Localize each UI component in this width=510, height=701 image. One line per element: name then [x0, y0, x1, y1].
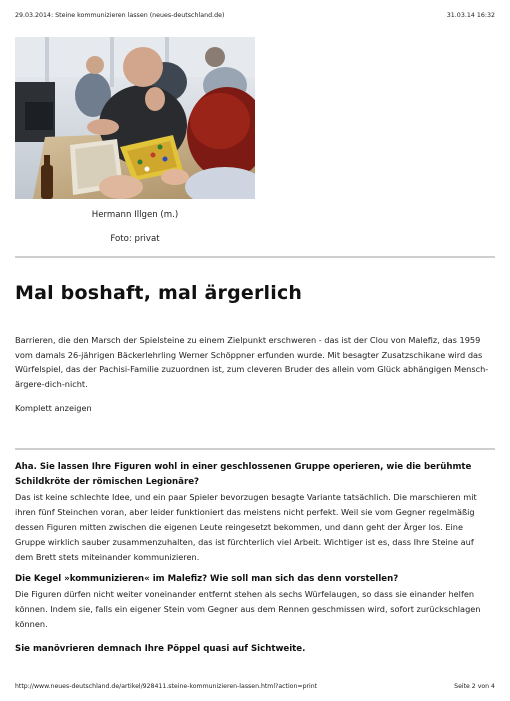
interview-answer: Die Figuren dürfen nicht weiter voneinander entfernt stehen als sechs Würfelaugen, so dass sie einander helfen können. Indem sie, falls ein eigener Stein vom Gegner aus dem Rennen geschmissen wird, sofort zurückschlagen können.	[15, 589, 481, 629]
interview-question: Die Kegel »kommunizieren« im Malefiz? Wie soll man sich das denn vorstellen?	[15, 574, 399, 584]
divider	[15, 448, 495, 450]
article-title: Mal boshaft, mal ärgerlich	[15, 282, 303, 304]
show-full-link[interactable]: Komplett anzeigen	[15, 403, 92, 413]
print-header-datetime: 31.03.14 16:32	[446, 12, 495, 19]
interview-question: Aha. Sie lassen Ihre Figuren wohl in einer geschlossenen Gruppe operieren, wie die berühmte Schildkröte der römischen Legionäre?	[15, 462, 472, 487]
article-photo	[15, 37, 255, 199]
print-header-title: 29.03.2014: Steine kommunizieren lassen (neues-deutschland.de)	[15, 12, 225, 19]
print-footer-url: http://www.neues-deutschland.de/artikel/928411.steine-kommunizieren-lassen.html?action=print	[15, 683, 318, 690]
interview-answer: Das ist keine schlechte Idee, und ein paar Spieler bevorzugen besagte Variante tatsächlich. Die marschieren mit ihren fünf Steinchen voran, aber leider funktioniert das meistens nicht perfekt. Weil sie vom Gegner regelmäßig dessen Figuren mitten zwischen die eigenen Leute reingesetzt bekommen, und dann geht der Ärger los. Eine Gruppe wirklich sauber zusammenzuhalten, das ist fürchterlich viel Arbeit. Wichtiger ist es, dass Ihre Steine auf dem Brett stets miteinander kommunizieren.	[15, 492, 477, 562]
interview-question: Sie manövrieren demnach Ihre Pöppel quasi auf Sichtweite.	[15, 644, 306, 654]
photo-caption: Hermann Illgen (m.)	[91, 210, 179, 220]
article-lead: Barrieren, die den Marsch der Spielsteine zu einem Zielpunkt erschweren - das ist der Clou von Malefiz, das 1959 vom damals 26-jährigen Bäckerlehrling Werner Schöppner erfunden wurde. Mit besagter Zusatzschikane wird das Würfelspiel, das der Pachisi-Familie zuzuordnen ist, zum cleveren Bruder des allein vom Glück abhängigen Mensch-ärgere-dich-nicht.	[15, 335, 489, 389]
photo-credit: Foto: privat	[110, 234, 160, 244]
print-footer-page-number: Seite 2 von 4	[454, 683, 495, 690]
divider	[15, 256, 495, 258]
